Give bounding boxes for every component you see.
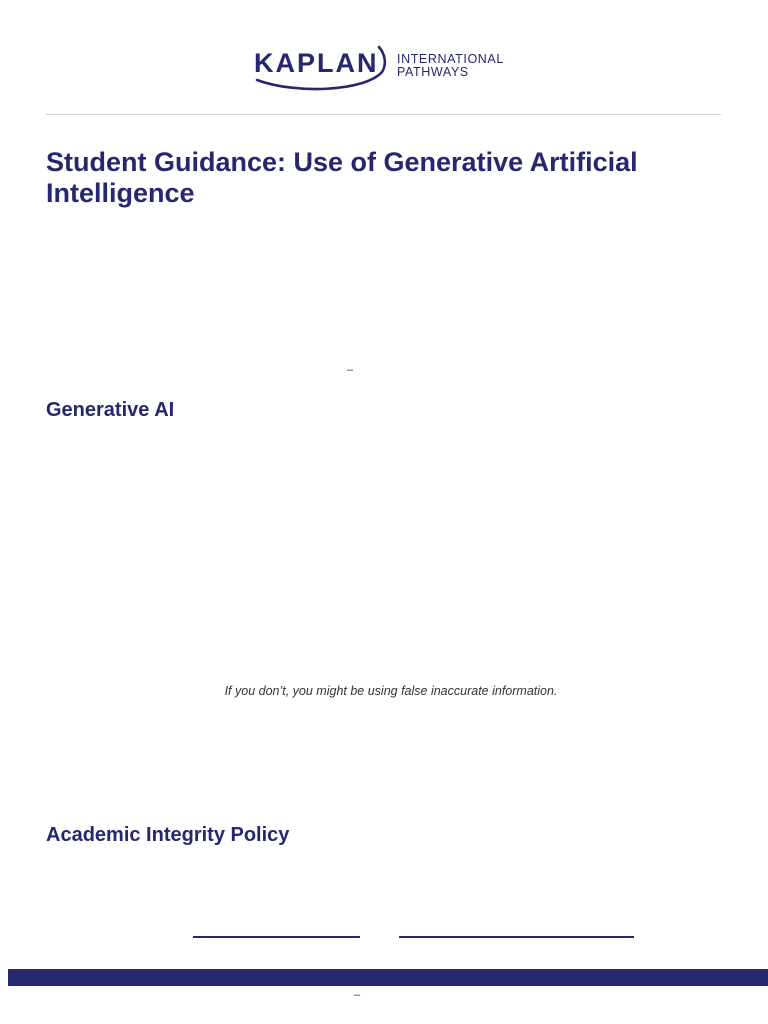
link-underline-1[interactable]: [193, 936, 360, 938]
section-heading-academic-integrity: Academic Integrity Policy: [46, 824, 290, 846]
footer-bar: [8, 969, 768, 986]
italic-note: If you don’t, you might be using false inaccurate information.: [224, 684, 558, 698]
kaplan-logo: [254, 44, 516, 94]
logo-brand-text: KAPLAN: [254, 48, 379, 78]
logo-subtitle-line2: PATHWAYS: [397, 65, 469, 79]
logo-subtitle: [397, 53, 504, 79]
page-title: Student Guidance: Use of Generative Artificial Intelligence: [46, 147, 638, 208]
footer-dash-text: –: [354, 989, 361, 1001]
dash-text: –: [347, 364, 354, 376]
link-underline-2[interactable]: [399, 936, 634, 938]
logo-subtitle-line1: INTERNATIONAL: [397, 52, 504, 66]
header-divider: [46, 114, 721, 115]
section-heading-generative-ai: Generative AI: [46, 399, 175, 421]
